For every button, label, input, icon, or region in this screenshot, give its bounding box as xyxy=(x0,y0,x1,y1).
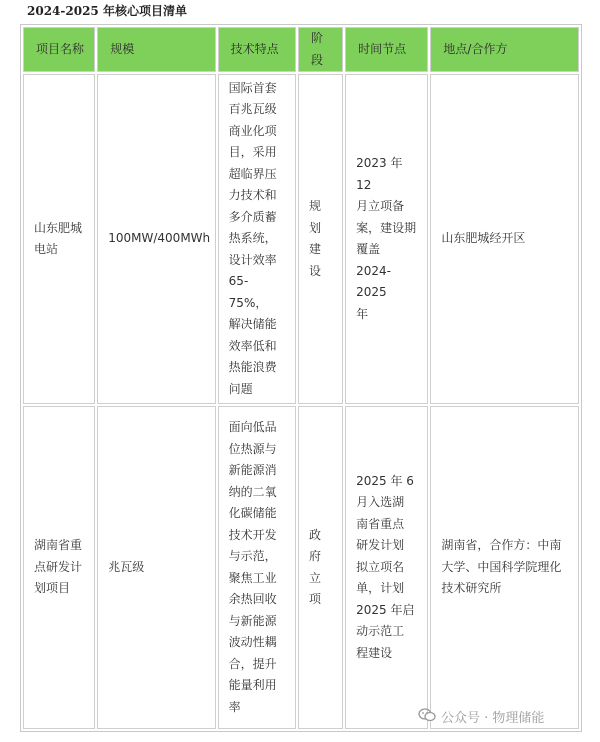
cell-scale: 100MW/400MWh xyxy=(97,74,215,404)
cell-scale: 兆瓦级 xyxy=(97,406,215,729)
cell-stage: 政府 立项 xyxy=(298,406,343,729)
watermark-text: 公众号 · 物理储能 xyxy=(441,711,545,726)
cell-tech: 国际首套 百兆瓦级 商业化项 目，采用 超临界压 力技术和 多介质蓄 热系统， 设计效率 65-75%， 解决储能 效率低和 热能浪费 问题 xyxy=(218,74,296,404)
cell-location: 山东肥城经开区 xyxy=(430,74,579,404)
column-header-location: 地点/合作方 xyxy=(430,27,579,72)
table-row xyxy=(23,406,579,729)
cell-name: 山东肥城 电站 xyxy=(23,74,95,404)
cell-stage: 规划 建设 xyxy=(298,74,343,404)
column-header-name: 项目名称 xyxy=(23,27,95,72)
cell-location: 湖南省，合作方：中南 大学、中国科学院理化 技术研究所 xyxy=(430,406,579,729)
column-header-scale: 规模 xyxy=(97,27,215,72)
column-header-stage: 阶段 xyxy=(298,27,343,72)
table-header-row xyxy=(23,27,579,72)
column-header-timeline: 时间节点 xyxy=(345,27,428,72)
cell-timeline: 2023 年 12 月立项备 案，建设期 覆盖 2024-2025 年 xyxy=(345,74,428,404)
table-row xyxy=(23,74,579,404)
project-table xyxy=(20,24,582,732)
column-header-tech: 技术特点 xyxy=(218,27,296,72)
table-heading: 2024-2025 年核心项目清单 xyxy=(27,4,187,18)
watermark xyxy=(418,707,544,726)
cell-timeline: 2025 年 6 月入选湖 南省重点 研发计划 拟立项名 单，计划 2025 年启 动示范工 程建设 xyxy=(345,406,428,729)
wechat-icon xyxy=(418,708,436,726)
cell-name: 湖南省重 点研发计 划项目 xyxy=(23,406,95,729)
cell-tech: 面向低品 位热源与 新能源消 纳的二氧 化碳储能 技术开发 与示范， 聚焦工业 余热回收 与新能源 波动性耦 合，提升 能量利用 率 xyxy=(218,406,296,729)
